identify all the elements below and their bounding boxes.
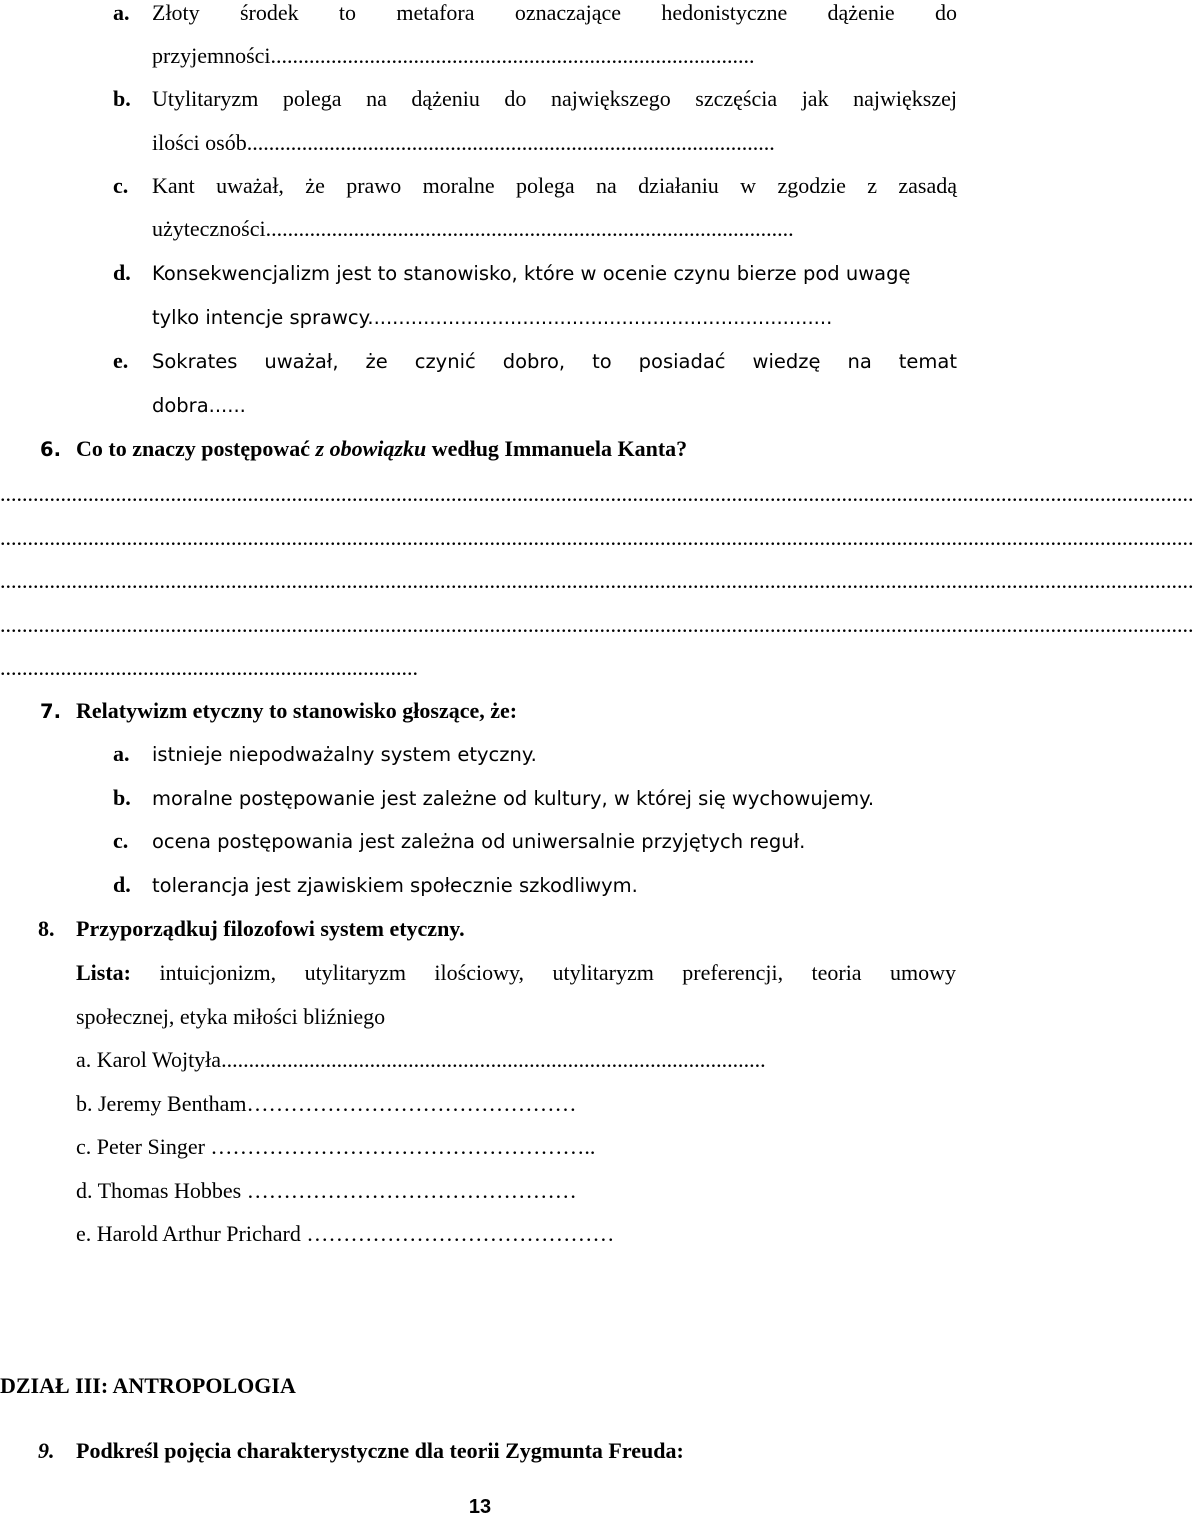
page-number: 13: [468, 1496, 492, 1518]
answer-line[interactable]: ............................................................................: [0, 655, 418, 680]
answer-line[interactable]: .........................................................................................................................................................................................................................: [0, 525, 1194, 550]
list-label: Lista:: [76, 960, 131, 985]
philosopher-row: [76, 1136, 952, 1158]
answer-blank[interactable]: ………………………………………: [246, 1091, 577, 1116]
philosopher-label: b. Jeremy Bentham: [76, 1091, 247, 1116]
philosopher-label: c. Peter Singer: [76, 1134, 205, 1159]
list-line1: [76, 962, 956, 984]
answer-line[interactable]: .........................................................................................................................................................................................................................: [0, 612, 1194, 637]
question-text-end: według Immanuela Kanta?: [426, 436, 688, 461]
option-marker: c.: [113, 828, 129, 853]
question-text-italic: z obowiązku: [315, 436, 427, 461]
question-number: 8.: [38, 916, 55, 941]
philosopher-label: d. Thomas Hobbes: [76, 1178, 242, 1203]
question-text: [76, 438, 687, 460]
q5-item-marker: e.: [113, 348, 129, 373]
answer-blank[interactable]: ……………………………………………..: [204, 1134, 596, 1159]
q5-item-text-line1: Sokrates uważał, że czynić dobro, to posiadać wiedzę na temat: [152, 350, 957, 373]
q5-item-marker: c.: [113, 173, 129, 198]
q5-item-marker: b.: [113, 86, 131, 111]
q5-item-text-line2: przyjemności........................................................................................: [152, 43, 755, 68]
option-marker: d.: [113, 872, 131, 897]
question-number: 7.: [40, 700, 61, 723]
list-line2: społecznej, etyka miłości bliźniego: [76, 1004, 386, 1029]
q5-item-text-line2: użyteczności................................................................................................: [152, 216, 794, 241]
philosopher-row: [76, 1093, 952, 1115]
philosopher-row: [76, 1180, 952, 1202]
option-marker: b.: [113, 785, 131, 810]
option-marker: a.: [113, 741, 130, 766]
answer-line[interactable]: .........................................................................................................................................................................................................................: [0, 481, 1194, 506]
philosopher-label: a. Karol Wojtyła: [76, 1047, 222, 1072]
option-text: istnieje niepodważalny system etyczny.: [152, 743, 537, 766]
q5-item-text-line1: Konsekwencjalizm jest to stanowisko, które w ocenie czynu bierze pod uwagę: [152, 262, 911, 285]
question-number: 9.: [38, 1438, 55, 1463]
q5-item-text-line2: tylko intencje sprawcy...........................................................................: [152, 306, 833, 329]
answer-blank[interactable]: ………………………………………: [241, 1178, 577, 1203]
option-text: tolerancja jest zjawiskiem społecznie szkodliwym.: [152, 874, 638, 897]
philosopher-row: [76, 1049, 952, 1071]
option-text: ocena postępowania jest zależna od uniwersalnie przyjętych reguł.: [152, 830, 806, 853]
q5-item-text-line1: Złoty środek to metafora oznaczające hedonistyczne dążenie do: [152, 0, 957, 25]
question-text: Podkreśl pojęcia charakterystyczne dla teorii Zygmunta Freuda:: [76, 1438, 684, 1463]
question-text: Relatywizm etyczny to stanowisko głoszące, że:: [76, 698, 518, 723]
q5-item-text-line1: Kant uważał, że prawo moralne polega na działaniu w zgodzie z zasadą: [152, 173, 957, 198]
philosopher-row: [76, 1223, 952, 1245]
q5-item-text-line2: dobra......: [152, 394, 246, 417]
answer-line[interactable]: .........................................................................................................................................................................................................................: [0, 568, 1194, 593]
answer-blank[interactable]: ...................................................................................................: [221, 1047, 766, 1072]
answer-blank[interactable]: ……………………………………: [300, 1221, 615, 1246]
option-text: moralne postępowanie jest zależne od kultury, w której się wychowujemy.: [152, 787, 875, 810]
q5-item-marker: d.: [113, 260, 131, 285]
question-text: Przyporządkuj filozofowi system etyczny.: [76, 916, 465, 941]
section-title: DZIAŁ III: ANTROPOLOGIA: [0, 1373, 296, 1398]
question-text-start: Co to znaczy postępować: [76, 436, 316, 461]
q5-item-text-line1: Utylitaryzm polega na dążeniu do największego szczęścia jak największej: [152, 86, 957, 111]
philosopher-label: e. Harold Arthur Prichard: [76, 1221, 301, 1246]
q5-item-text-line2: ilości osób................................................................................................: [152, 130, 775, 155]
question-number: 6.: [40, 438, 61, 461]
q5-item-marker: a.: [113, 0, 130, 25]
list-items: intuicjonizm, utylitaryzm ilościowy, utylitaryzm preferencji, teoria umowy: [159, 960, 956, 985]
